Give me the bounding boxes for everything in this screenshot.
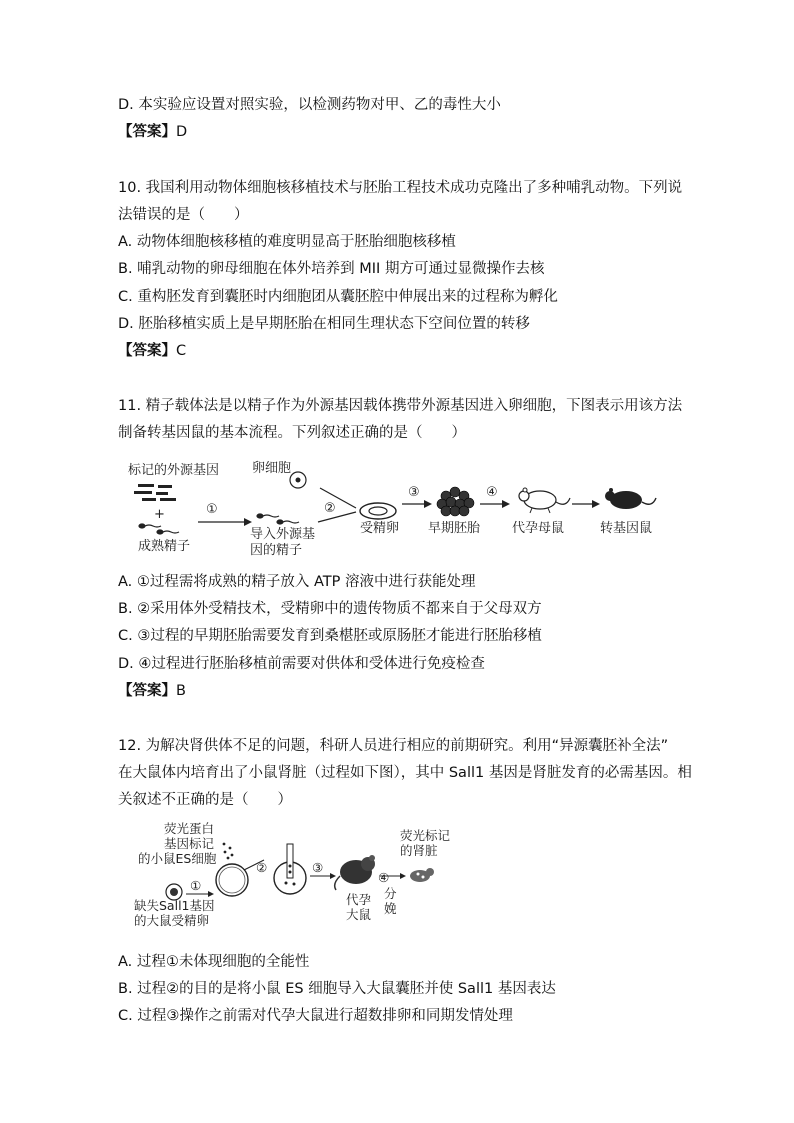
step-2-marker: ② <box>256 860 268 875</box>
arrow-head <box>502 500 510 508</box>
arrow-head <box>400 873 406 879</box>
label-birth-line-1: 分 <box>384 886 397 901</box>
label-surrogate: 代孕母鼠 <box>512 521 565 536</box>
zygote-icon <box>360 503 396 519</box>
label-zygote-line-2: 的大鼠受精卵 <box>134 913 210 928</box>
es-cells-icon <box>223 843 234 860</box>
q12-option-c: C. 过程③操作之前需对代孕大鼠进行超数排卵和同期发情处理 <box>118 1008 513 1024</box>
label-egg: 卵细胞 <box>252 461 292 476</box>
sperm-with-gene-icon <box>257 514 299 524</box>
label-es-line-3: 的小鼠ES细胞 <box>138 851 217 866</box>
q9-option-d: D. 本实验应设置对照实验，以检测药物对甲、乙的毒性大小 <box>118 97 501 113</box>
gene-fragments <box>134 484 176 501</box>
label-transgenic: 转基因鼠 <box>600 521 653 536</box>
arrow-head <box>330 873 336 879</box>
transgenic-mouse-icon <box>605 488 656 509</box>
label-marked-gene: 标记的外源基因 <box>128 463 220 478</box>
answer-value: B <box>176 683 186 699</box>
q11-option-b: B. ②采用体外受精技术，受精卵中的遗传物质不都来自于父母双方 <box>118 601 542 617</box>
label-kidney-line-2: 的肾脏 <box>400 843 438 858</box>
q11-option-d: D. ④过程进行胚胎移植前需要对供体和受体进行免疫检查 <box>118 656 485 672</box>
q9-answer <box>118 122 187 142</box>
label-sperm-gene-line-2: 因的精子 <box>250 543 303 558</box>
step-4-marker: ④ <box>486 485 498 500</box>
label-mature-sperm: 成熟精子 <box>138 539 191 554</box>
q10-stem-line-2: 法错误的是（ ） <box>118 207 249 223</box>
answer-label: 【答案】 <box>118 683 176 699</box>
label-rat-line-1: 代孕 <box>346 892 372 907</box>
q10-stem-line-1: 10. 我国利用动物体细胞核移植技术与胚胎工程技术成功克隆出了多种哺乳动物。下列说 <box>118 180 683 196</box>
offspring-rat-icon <box>410 868 434 882</box>
arrow-head <box>592 500 600 508</box>
egg-nucleus-icon <box>296 478 301 483</box>
step-2-marker: ② <box>324 501 336 516</box>
answer-label: 【答案】 <box>118 124 176 140</box>
q12-stem-line-3: 关叙述不正确的是（ ） <box>118 792 292 808</box>
arrow-head <box>244 518 252 526</box>
label-early-embryo: 早期胚胎 <box>428 521 481 536</box>
label-sperm-gene-line-1: 导入外源基 <box>250 527 316 542</box>
step-1-marker: ① <box>206 502 218 517</box>
step-1-marker: ① <box>190 878 202 893</box>
step-4-marker: ④ <box>378 870 390 885</box>
q12-stem-line-2: 在大鼠体内培育出了小鼠肾脏（过程如下图），其中 Sall1 基因是肾脏发育的必需基因。相 <box>118 765 692 781</box>
q11-answer <box>118 681 186 701</box>
label-kidney-line-1: 荧光标记 <box>400 828 451 843</box>
q11-option-c: C. ③过程的早期胚胎需要发育到桑椹胚或原肠胚才能进行胚胎移植 <box>118 628 542 644</box>
q10-option-b: B. 哺乳动物的卵母细胞在体外培养到 MII 期方可通过显微操作去核 <box>118 261 545 277</box>
q12-stem-line-1: 12. 为解决肾供体不足的问题，科研人员进行相应的前期研究。利用“异源囊胚补全法” <box>118 738 669 754</box>
kidney-chimera-diagram <box>124 820 464 938</box>
blastocyst-icon <box>216 864 248 896</box>
surrogate-mouse-icon <box>519 488 570 513</box>
label-es-line-2: 基因标记 <box>164 836 215 851</box>
answer-label: 【答案】 <box>118 343 176 359</box>
early-embryo-icon <box>437 487 474 516</box>
injected-blastocyst-icon <box>274 844 306 894</box>
surrogate-rat-icon <box>335 855 375 890</box>
transgenic-mouse-flow-diagram <box>120 456 670 560</box>
q11-option-a: A. ①过程需将成熟的精子放入 ATP 溶液中进行获能处理 <box>118 574 476 590</box>
answer-value: D <box>176 124 188 140</box>
q10-option-a: A. 动物体细胞核移植的难度明显高于胚胎细胞核移植 <box>118 234 456 250</box>
label-birth-line-2: 娩 <box>384 901 397 916</box>
label-rat-line-2: 大鼠 <box>346 907 372 922</box>
label-zygote-line-1: 缺失Sall1基因 <box>134 898 215 913</box>
q12-option-b: B. 过程②的目的是将小鼠 ES 细胞导入大鼠囊胚并使 Sall1 基因表达 <box>118 981 556 997</box>
step-3-marker: ③ <box>312 860 324 875</box>
q10-option-d: D. 胚胎移植实质上是早期胚胎在相同生理状态下空间位置的转移 <box>118 316 530 332</box>
label-plus: + <box>154 507 165 522</box>
label-es-line-1: 荧光蛋白 <box>164 821 215 836</box>
step-3-marker: ③ <box>408 485 420 500</box>
q10-answer <box>118 341 186 361</box>
label-zygote: 受精卵 <box>360 521 400 536</box>
q12-option-a: A. 过程①未体现细胞的全能性 <box>118 954 310 970</box>
q11-stem-line-2: 制备转基因鼠的基本流程。下列叙述正确的是（ ） <box>118 425 466 441</box>
q10-option-c: C. 重构胚发育到囊胚时内细胞团从囊胚腔中伸展出来的过程称为孵化 <box>118 289 558 305</box>
mature-sperm-icon <box>139 524 179 534</box>
answer-value: C <box>176 343 187 359</box>
q11-stem-line-1: 11. 精子载体法是以精子作为外源基因载体携带外源基因进入卵细胞，下图表示用该方法 <box>118 398 683 414</box>
arrow-head <box>424 500 432 508</box>
arrow-head <box>208 891 214 897</box>
